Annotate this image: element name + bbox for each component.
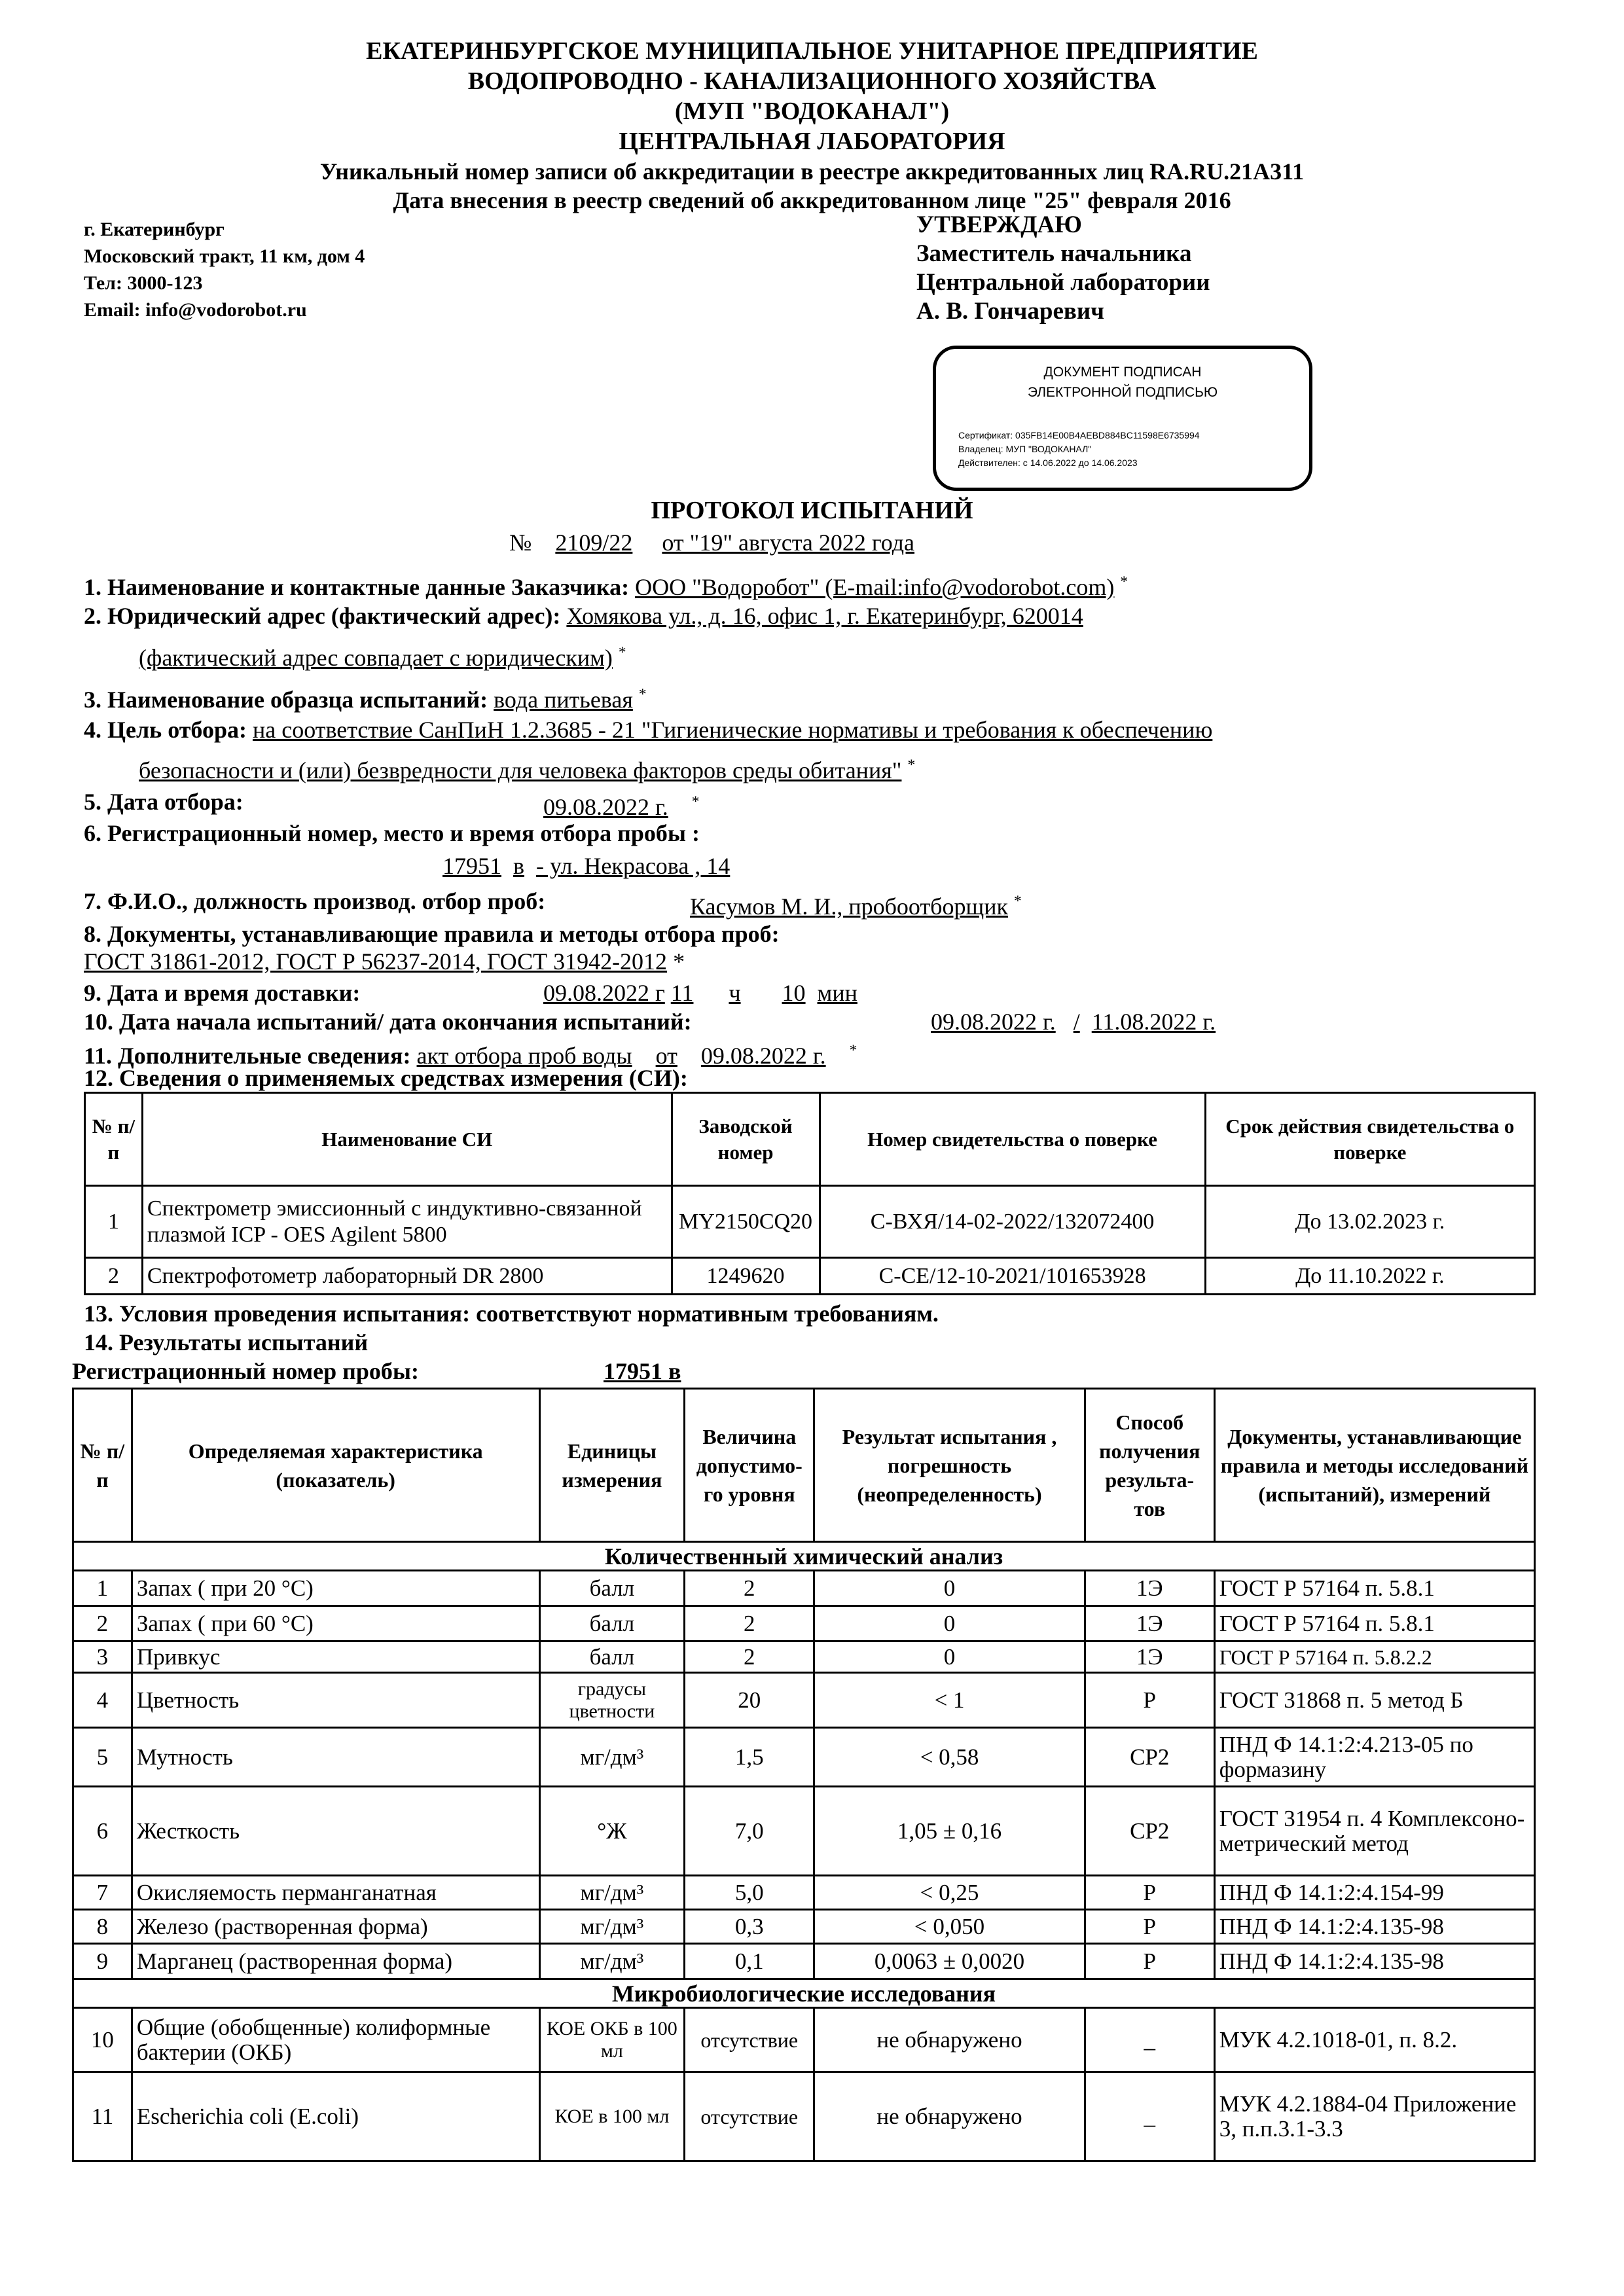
reg-number-line xyxy=(72,1357,419,1385)
item-9-values xyxy=(543,979,857,1007)
item-11-date: 09.08.2022 г. xyxy=(700,1043,826,1069)
item-7-value-wrap xyxy=(690,888,1022,920)
instr-col-cert: Номер свидетельства о поверке xyxy=(820,1093,1205,1186)
res-unit: мг/дм³ xyxy=(539,1944,685,1979)
res-unit: мг/дм³ xyxy=(539,1876,685,1910)
res-limit: отсутствие xyxy=(685,2008,814,2072)
res-n: 9 xyxy=(73,1944,132,1979)
res-n: 7 xyxy=(73,1876,132,1910)
item-4-label: 4. Цель отбора: xyxy=(84,717,247,743)
item-11-from: от xyxy=(655,1043,677,1069)
protocol-no-label: № xyxy=(509,529,532,556)
item-11-star: * xyxy=(849,1042,857,1059)
instr-col-serial: Заводской номер xyxy=(672,1093,820,1186)
instr-name: Спектрофотометр лабораторный DR 2800 xyxy=(142,1258,672,1295)
item-6 xyxy=(84,819,700,847)
res-col-doc: Документы, устанавливающие правила и методы исследований (испытаний), измерений xyxy=(1214,1389,1534,1542)
res-unit: градусы цветности xyxy=(539,1673,685,1728)
table-row xyxy=(73,2072,1535,2161)
item-10-end: 11.08.2022 г. xyxy=(1091,1009,1216,1035)
item-12-label: 12. Сведения о применяемых средствах измерения (СИ): xyxy=(84,1065,688,1091)
res-limit: 0,3 xyxy=(685,1910,814,1944)
item-13 xyxy=(84,1300,939,1327)
item-9-date: 09.08.2022 г xyxy=(543,980,665,1006)
instr-serial: 1249620 xyxy=(672,1258,820,1295)
res-doc: ПНД Ф 14.1:2:4.154-99 xyxy=(1214,1876,1534,1910)
item-1 xyxy=(84,568,1128,601)
res-method: 1Э xyxy=(1085,1606,1214,1641)
res-n: 10 xyxy=(73,2008,132,2072)
item-13-label: 13. Условия проведения испытания: соответствуют нормативным требованиям. xyxy=(84,1300,939,1327)
item-7-star: * xyxy=(1013,893,1022,910)
res-col-n: № п/п xyxy=(73,1389,132,1542)
stamp-owner: Владелец: МУП "ВОДОКАНАЛ" xyxy=(958,444,1092,454)
org-name-line3: (МУП "ВОДОКАНАЛ") xyxy=(674,98,950,125)
item-2-label: 2. Юридический адрес (фактический адрес): xyxy=(84,603,561,629)
item-6-label: 6. Регистрационный номер, место и время отбора пробы : xyxy=(84,820,700,846)
res-limit: 2 xyxy=(685,1571,814,1606)
res-result: < 1 xyxy=(814,1673,1085,1728)
res-name: Окисляемость перманганатная xyxy=(132,1876,539,1910)
res-result: < 0,050 xyxy=(814,1910,1085,1944)
res-unit: балл xyxy=(539,1571,685,1606)
res-n: 1 xyxy=(73,1571,132,1606)
approval-title: УТВЕРЖДАЮ xyxy=(916,211,1082,238)
res-method: СР2 xyxy=(1085,1728,1214,1787)
item-3-label: 3. Наименование образца испытаний: xyxy=(84,687,488,713)
item-9-min: 10 xyxy=(782,980,806,1006)
res-result: 1,05 ± 0,16 xyxy=(814,1787,1085,1876)
res-n: 8 xyxy=(73,1910,132,1944)
res-method: Р xyxy=(1085,1876,1214,1910)
item-12 xyxy=(84,1064,688,1092)
res-limit: 20 xyxy=(685,1673,814,1728)
item-14-label: 14. Результаты испытаний xyxy=(84,1329,369,1355)
item-6-place: - ул. Некрасова , 14 xyxy=(536,853,731,879)
res-col-result: Результат испытания , погрешность (неопределенность) xyxy=(814,1389,1085,1542)
instr-name: Спектрометр эмиссионный с индуктивно-связанной плазмой ICP - OES Agilent 5800 xyxy=(142,1186,672,1258)
table-row xyxy=(85,1258,1535,1295)
item-9-hour: 11 xyxy=(670,980,694,1006)
section-chemical-title: Количественный химический анализ xyxy=(73,1542,1535,1571)
protocol-number-line xyxy=(509,529,914,556)
protocol-date: от "19" августа 2022 года xyxy=(662,529,915,556)
item-2-note xyxy=(139,639,626,672)
res-name: Цветность xyxy=(132,1673,539,1728)
address-city: г. Екатеринбург xyxy=(84,219,225,240)
item-8-value-wrap xyxy=(84,948,685,975)
res-n: 4 xyxy=(73,1673,132,1728)
table-row xyxy=(73,1673,1535,1728)
res-result: 0 xyxy=(814,1606,1085,1641)
stamp-certificate: Сертификат: 035FB14E00B4AEBD884BC11598E6735994 xyxy=(958,430,1200,440)
res-method: СР2 xyxy=(1085,1787,1214,1876)
table-row xyxy=(85,1186,1535,1258)
instr-n: 2 xyxy=(85,1258,143,1295)
item-9-label: 9. Дата и время доставки: xyxy=(84,980,361,1006)
res-col-name: Определяемая характеристика (показатель) xyxy=(132,1389,539,1542)
res-doc: ГОСТ 31954 п. 4 Комплексоно-метрический метод xyxy=(1214,1787,1534,1876)
item-7-value: Касумов М. И., пробоотборщик xyxy=(690,893,1008,920)
res-method: _ xyxy=(1085,2008,1214,2072)
item-5-label: 5. Дата отбора: xyxy=(84,789,244,815)
res-result: 0 xyxy=(814,1571,1085,1606)
item-4 xyxy=(84,716,1212,744)
stamp-line2: ЭЛЕКТРОННОЙ ПОДПИСЬЮ xyxy=(1027,385,1218,400)
instr-col-name: Наименование СИ xyxy=(142,1093,672,1186)
instr-cert: С-ВХЯ/14-02-2022/132072400 xyxy=(820,1186,1205,1258)
table-row xyxy=(73,1641,1535,1673)
item-2-note-text: (фактический адрес совпадает с юридическим) xyxy=(139,645,613,671)
instruments-table xyxy=(84,1092,1536,1295)
item-10-values xyxy=(931,1008,1216,1035)
item-8-star: * xyxy=(673,948,685,975)
table-row xyxy=(73,1910,1535,1944)
item-5-value: 09.08.2022 г. xyxy=(543,794,668,820)
item-4-value2: безопасности и (или) безвредности для человека факторов среды обитания" xyxy=(139,757,902,783)
res-doc: ГОСТ Р 57164 п. 5.8.2.2 xyxy=(1214,1641,1534,1673)
item-4-star: * xyxy=(907,757,916,774)
res-limit: 2 xyxy=(685,1641,814,1673)
instr-col-n: № п/п xyxy=(85,1093,143,1186)
res-method: 1Э xyxy=(1085,1641,1214,1673)
table-row xyxy=(73,1944,1535,1979)
res-unit: мг/дм³ xyxy=(539,1728,685,1787)
item-9-h-unit: ч xyxy=(729,980,741,1006)
res-n: 5 xyxy=(73,1728,132,1787)
results-header-row xyxy=(73,1389,1535,1542)
item-10-sep: / xyxy=(1073,1009,1080,1035)
item-8-value: ГОСТ 31861-2012, ГОСТ Р 56237-2014, ГОСТ 31942-2012 xyxy=(84,948,668,975)
res-method: Р xyxy=(1085,1673,1214,1728)
table-row xyxy=(73,2008,1535,2072)
org-name-line2: ВОДОПРОВОДНО - КАНАЛИЗАЦИОННОГО ХОЗЯЙСТВА xyxy=(467,67,1157,95)
res-unit: КОЕ в 100 мл xyxy=(539,2072,685,2161)
results-table xyxy=(72,1388,1536,2162)
reg-number-value-wrap xyxy=(604,1357,681,1385)
res-unit: КОЕ ОКБ в 100 мл xyxy=(539,2008,685,2072)
res-name: Мутность xyxy=(132,1728,539,1787)
item-11-value: акт отбора проб воды xyxy=(416,1043,632,1069)
res-limit: 7,0 xyxy=(685,1787,814,1876)
item-6-values xyxy=(442,852,730,880)
res-name: Escherichia coli (E.coli) xyxy=(132,2072,539,2161)
item-6-letter: в xyxy=(513,853,524,879)
instr-serial: MY2150CQ20 xyxy=(672,1186,820,1258)
res-doc: ПНД Ф 14.1:2:4.135-98 xyxy=(1214,1944,1534,1979)
res-unit: балл xyxy=(539,1641,685,1673)
approval-block xyxy=(916,211,1210,326)
res-doc: ГОСТ Р 57164 п. 5.8.1 xyxy=(1214,1606,1534,1641)
res-doc: ПНД Ф 14.1:2:4.135-98 xyxy=(1214,1910,1534,1944)
item-7 xyxy=(84,888,545,915)
res-col-limit: Величина допустимо-го уровня xyxy=(685,1389,814,1542)
lab-name: ЦЕНТРАЛЬНАЯ ЛАБОРАТОРИЯ xyxy=(619,128,1005,155)
stamp-line1: ДОКУМЕНТ ПОДПИСАН xyxy=(1043,365,1202,380)
item-8-label: 8. Документы, устанавливающие правила и методы отбора проб: xyxy=(84,921,780,947)
res-result: не обнаружено xyxy=(814,2008,1085,2072)
res-doc: ПНД Ф 14.1:2:4.213-05 по формазину xyxy=(1214,1728,1534,1787)
item-9 xyxy=(84,979,360,1007)
res-unit: балл xyxy=(539,1606,685,1641)
instr-n: 1 xyxy=(85,1186,143,1258)
res-n: 6 xyxy=(73,1787,132,1876)
table-row xyxy=(73,1728,1535,1787)
res-method: 1Э xyxy=(1085,1571,1214,1606)
item-1-star: * xyxy=(1120,573,1128,590)
lab-address xyxy=(84,216,365,323)
res-col-unit: Единицы измерения xyxy=(539,1389,685,1542)
res-n: 2 xyxy=(73,1606,132,1641)
item-1-value: ООО "Водоробот" (E-mail:info@vodorobot.com) xyxy=(635,574,1115,600)
table-row xyxy=(73,1571,1535,1606)
res-limit: 2 xyxy=(685,1606,814,1641)
res-name: Железо (растворенная форма) xyxy=(132,1910,539,1944)
res-doc: МУК 4.2.1018-01, п. 8.2. xyxy=(1214,2008,1534,2072)
approval-name: А. В. Гончаревич xyxy=(916,298,1105,325)
section-micro-title: Микробиологические исследования xyxy=(73,1979,1535,2008)
res-doc: МУК 4.2.1884-04 Приложение 3, п.п.3.1-3.3 xyxy=(1214,2072,1534,2161)
res-col-method: Способ получения результа-тов xyxy=(1085,1389,1214,1542)
instr-valid: До 13.02.2023 г. xyxy=(1205,1186,1534,1258)
res-limit: 1,5 xyxy=(685,1728,814,1787)
protocol-number: 2109/22 xyxy=(555,529,633,556)
section-row-micro xyxy=(73,1979,1535,2008)
res-method: Р xyxy=(1085,1910,1214,1944)
table-row xyxy=(73,1876,1535,1910)
res-result: < 0,25 xyxy=(814,1876,1085,1910)
res-name: Жесткость xyxy=(132,1787,539,1876)
item-5 xyxy=(84,788,244,816)
res-n: 11 xyxy=(73,2072,132,2161)
approval-position1: Заместитель начальника xyxy=(916,240,1192,267)
address-phone: Тел: 3000-123 xyxy=(84,272,203,294)
res-result: не обнаружено xyxy=(814,2072,1085,2161)
item-14 xyxy=(84,1329,368,1356)
item-8 xyxy=(84,920,780,948)
item-5-star: * xyxy=(691,793,700,810)
item-5-value-wrap xyxy=(543,788,699,821)
res-result: 0 xyxy=(814,1641,1085,1673)
instr-cert: С-СЕ/12-10-2021/101653928 xyxy=(820,1258,1205,1295)
e-signature-stamp xyxy=(933,346,1312,491)
res-name: Запах ( при 60 °С) xyxy=(132,1606,539,1641)
res-doc: ГОСТ 31868 п. 5 метод Б xyxy=(1214,1673,1534,1728)
res-result: < 0,58 xyxy=(814,1728,1085,1787)
registry-date-line: Дата внесения в реестр сведений об аккредитованном лице "25" февраля 2016 xyxy=(393,187,1231,213)
item-2 xyxy=(84,602,1083,630)
instr-valid: До 11.10.2022 г. xyxy=(1205,1258,1534,1295)
res-doc: ГОСТ Р 57164 п. 5.8.1 xyxy=(1214,1571,1534,1606)
item-3-value: вода питьевая xyxy=(494,687,633,713)
item-4-value1: на соответствие СанПиН 1.2.3685 - 21 "Гигиенические нормативы и требования к обеспечению xyxy=(252,717,1213,743)
res-n: 3 xyxy=(73,1641,132,1673)
item-3 xyxy=(84,681,647,713)
address-email: Email: info@vodorobot.ru xyxy=(84,299,307,321)
res-name: Запах ( при 20 °С) xyxy=(132,1571,539,1606)
approval-position2: Центральной лаборатории xyxy=(916,269,1210,296)
stamp-valid: Действителен: с 14.06.2022 до 14.06.2023 xyxy=(958,457,1138,468)
instruments-header-row xyxy=(85,1093,1535,1186)
org-name-line1: ЕКАТЕРИНБУРГСКОЕ МУНИЦИПАЛЬНОЕ УНИТАРНОЕ ПРЕДПРИЯТИЕ xyxy=(366,37,1258,65)
item-9-m-unit: мин xyxy=(817,980,857,1006)
res-method: _ xyxy=(1085,2072,1214,2161)
res-unit: °Ж xyxy=(539,1787,685,1876)
instr-col-valid: Срок действия свидетельства о поверке xyxy=(1205,1093,1534,1186)
section-row-chemical xyxy=(73,1542,1535,1571)
item-2-star: * xyxy=(618,644,626,661)
res-unit: мг/дм³ xyxy=(539,1910,685,1944)
reg-number-label: Регистрационный номер пробы: xyxy=(72,1358,419,1384)
reg-number-value: 17951 в xyxy=(604,1358,681,1384)
address-street: Московский тракт, 11 км, дом 4 xyxy=(84,245,365,267)
item-10-start: 09.08.2022 г. xyxy=(931,1009,1056,1035)
table-row xyxy=(73,1787,1535,1876)
accreditation-line: Уникальный номер записи об аккредитации в реестре аккредитованных лиц RA.RU.21A311 xyxy=(319,158,1305,185)
res-limit: отсутствие xyxy=(685,2072,814,2161)
res-name: Марганец (растворенная форма) xyxy=(132,1944,539,1979)
item-6-number: 17951 xyxy=(442,853,501,879)
item-10-label: 10. Дата начала испытаний/ дата окончания испытаний: xyxy=(84,1009,692,1035)
item-1-label: 1. Наименование и контактные данные Заказчика: xyxy=(84,574,630,600)
res-name: Общие (обобщенные) колиформные бактерии (ОКБ) xyxy=(132,2008,539,2072)
res-method: Р xyxy=(1085,1944,1214,1979)
protocol-title: ПРОТОКОЛ ИСПЫТАНИЙ xyxy=(651,497,973,524)
res-name: Привкус xyxy=(132,1641,539,1673)
item-2-value: Хомякова ул., д. 16, офис 1, г. Екатеринбург, 620014 xyxy=(566,603,1083,629)
res-limit: 5,0 xyxy=(685,1876,814,1910)
item-3-star: * xyxy=(638,686,647,703)
item-7-label: 7. Ф.И.О., должность производ. отбор проб: xyxy=(84,888,546,914)
item-10 xyxy=(84,1008,692,1035)
item-11-label: 11. Дополнительные сведения: xyxy=(84,1043,411,1069)
table-row xyxy=(73,1606,1535,1641)
item-4-cont xyxy=(139,751,915,784)
res-limit: 0,1 xyxy=(685,1944,814,1979)
res-result: 0,0063 ± 0,0020 xyxy=(814,1944,1085,1979)
